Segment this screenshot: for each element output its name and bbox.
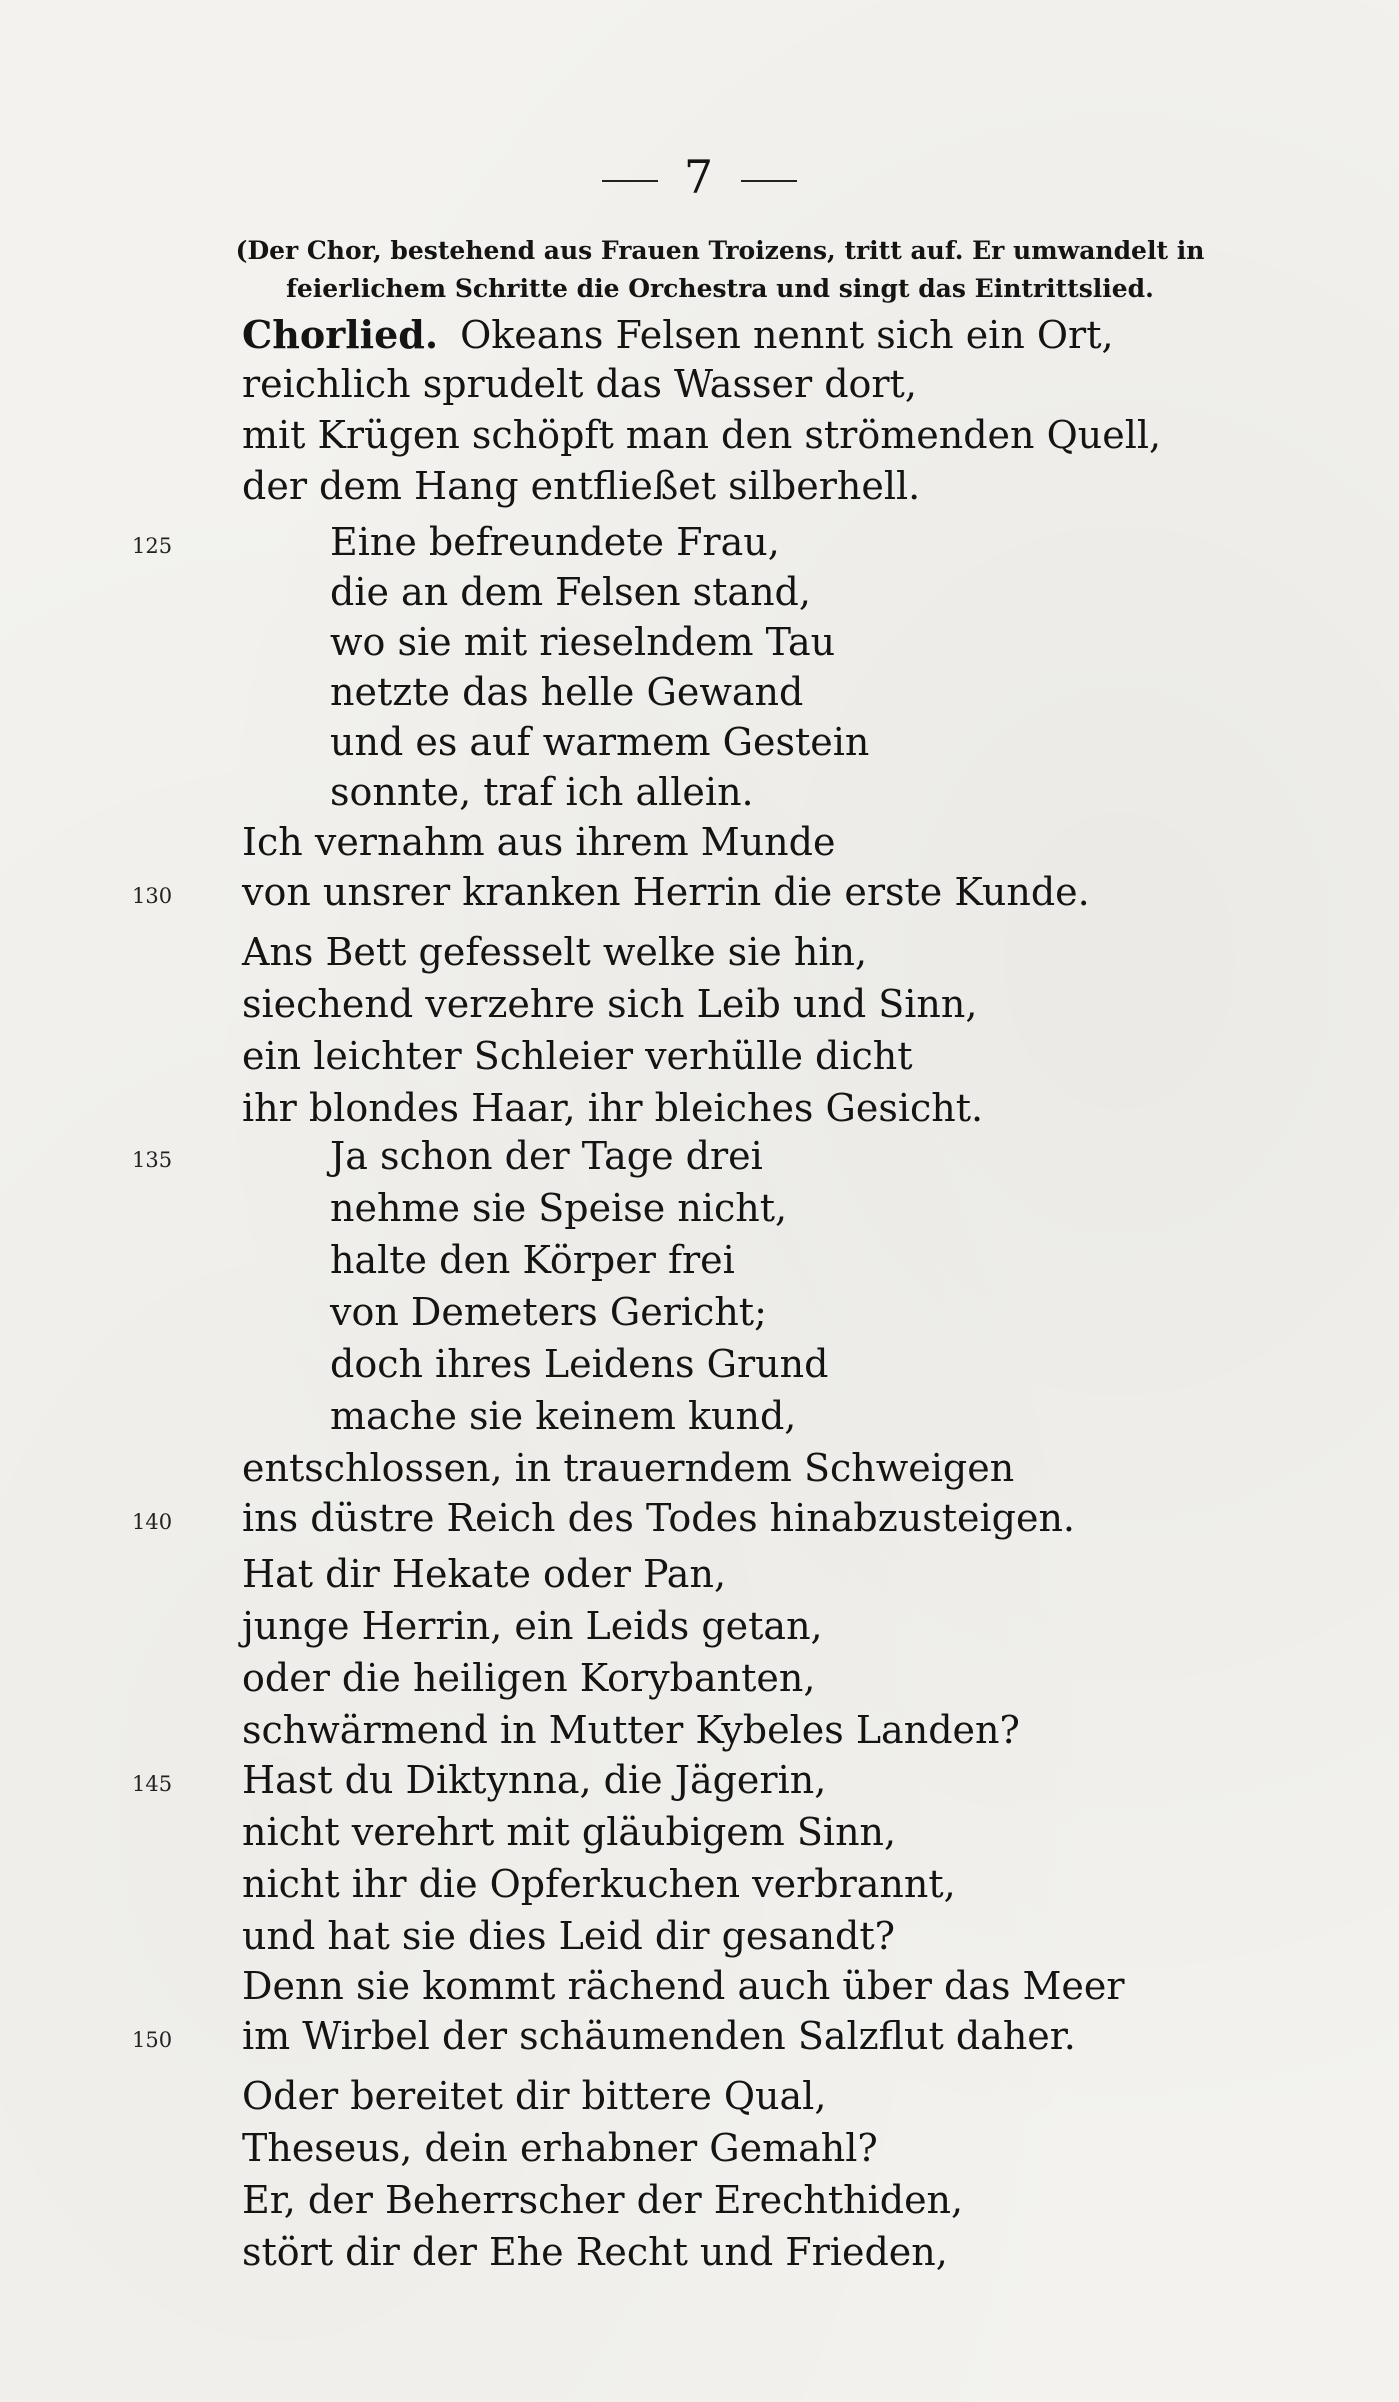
verse-text: mache sie keinem kund, xyxy=(330,1394,797,1438)
verse-line xyxy=(0,1604,1399,1654)
verse-text: von Demeters Gericht; xyxy=(330,1290,767,1334)
verse-line xyxy=(0,770,1399,820)
verse-text: ins düstre Reich des Todes hinabzusteigen. xyxy=(242,1496,1076,1540)
verse-line xyxy=(0,413,1399,463)
verse-text: doch ihres Leidens Grund xyxy=(330,1342,829,1386)
verse-text: und es auf warmem Gestein xyxy=(330,720,870,764)
verse-line xyxy=(0,1656,1399,1706)
stage-direction: (Der Chor, bestehend aus Frauen Troizens, tritt auf. Er umwandelt in feierlichem Schritte die Orchestra und singt das Eintrittslied. xyxy=(235,236,1205,303)
verse-text: siechend verzehre sich Leib und Sinn, xyxy=(242,982,978,1026)
line-number: 125 xyxy=(132,534,173,558)
verse-line xyxy=(0,1708,1399,1758)
verse-text: nicht verehrt mit gläubigem Sinn, xyxy=(242,1810,897,1854)
verse-line xyxy=(0,2126,1399,2176)
verse-line xyxy=(0,1086,1399,1136)
verse-line xyxy=(0,1342,1399,1392)
verse-text: oder die heiligen Korybanten, xyxy=(242,1656,816,1700)
verse-text: ein leichter Schleier verhülle dicht xyxy=(242,1034,913,1078)
verse-line xyxy=(0,930,1399,980)
verse-text: junge Herrin, ein Leids getan, xyxy=(242,1604,823,1648)
verse-text: und hat sie dies Leid dir gesandt? xyxy=(242,1914,896,1958)
verse-line xyxy=(0,1552,1399,1602)
verse-text: Eine befreundete Frau, xyxy=(330,520,780,564)
page-number-value: 7 xyxy=(683,150,716,204)
verse-line xyxy=(0,1810,1399,1860)
verse-text: nicht ihr die Opferkuchen verbrannt, xyxy=(242,1862,956,1906)
verse-text: Ans Bett gefesselt welke sie hin, xyxy=(242,930,868,974)
verse-line xyxy=(0,1862,1399,1912)
verse-line xyxy=(0,1394,1399,1444)
verse-line xyxy=(0,982,1399,1032)
verse-text: sonnte, traf ich allein. xyxy=(330,770,754,814)
verse-line xyxy=(0,1496,1399,1546)
verse-text: Hast du Diktynna, die Jägerin, xyxy=(242,1758,827,1802)
verse-text: wo sie mit rieselndem Tau xyxy=(330,620,836,664)
verse-line xyxy=(0,2178,1399,2228)
verse-text: stört dir der Ehe Recht und Frieden, xyxy=(242,2230,948,2274)
verse-line xyxy=(0,464,1399,514)
verse-line xyxy=(0,1914,1399,1964)
verse-line xyxy=(0,520,1399,570)
verse-text: der dem Hang entfließet silberhell. xyxy=(242,464,921,508)
verse-line xyxy=(0,670,1399,720)
line-number: 140 xyxy=(132,1510,173,1534)
line-number: 145 xyxy=(132,1772,173,1796)
verse-line xyxy=(0,2074,1399,2124)
verse-text: von unsrer kranken Herrin die erste Kunde. xyxy=(242,870,1090,914)
verse-text: mit Krügen schöpft man den strömenden Quell, xyxy=(242,413,1162,457)
verse-line xyxy=(0,1446,1399,1496)
verse-line xyxy=(0,362,1399,412)
verse-line xyxy=(0,1134,1399,1184)
verse-text: Hat dir Hekate oder Pan, xyxy=(242,1552,727,1596)
verse-line xyxy=(0,570,1399,620)
verse-text: die an dem Felsen stand, xyxy=(330,570,811,614)
verse-text: halte den Körper frei xyxy=(330,1238,735,1282)
verse-line xyxy=(0,1238,1399,1288)
verse-text: Ja schon der Tage drei xyxy=(330,1134,763,1178)
verse-line xyxy=(0,870,1399,920)
verse-text: nehme sie Speise nicht, xyxy=(330,1186,788,1230)
verse-line xyxy=(0,2014,1399,2064)
line-number: 150 xyxy=(132,2028,173,2052)
speaker-label: Chorlied. xyxy=(242,312,439,357)
verse-text: Denn sie kommt rächend auch über das Meer xyxy=(242,1964,1125,2008)
verse-text: Ich vernahm aus ihrem Munde xyxy=(242,820,836,864)
verse-line xyxy=(0,620,1399,670)
verse-text: Okeans Felsen nennt sich ein Ort, xyxy=(460,313,1114,357)
verse-text: ihr blondes Haar, ihr bleiches Gesicht. xyxy=(242,1086,984,1130)
verse-text: im Wirbel der schäumenden Salzflut daher. xyxy=(242,2014,1076,2058)
verse-line xyxy=(0,1034,1399,1084)
line-number: 130 xyxy=(132,884,173,908)
dash-left xyxy=(602,180,658,182)
verse-line xyxy=(0,312,1399,362)
verse-text: Er, der Beherrscher der Erechthiden, xyxy=(242,2178,964,2222)
verse-line xyxy=(0,1186,1399,1236)
line-number: 135 xyxy=(132,1148,173,1172)
verse-line xyxy=(0,1290,1399,1340)
verse-text: Theseus, dein erhabner Gemahl? xyxy=(242,2126,878,2170)
verse-line xyxy=(0,820,1399,870)
verse-line xyxy=(0,720,1399,770)
verse-text: Oder bereitet dir bittere Qual, xyxy=(242,2074,827,2118)
verse-line xyxy=(0,2230,1399,2280)
verse-line xyxy=(0,1964,1399,2014)
verse-text: reichlich sprudelt das Wasser dort, xyxy=(242,362,917,406)
verse-text: netzte das helle Gewand xyxy=(330,670,804,714)
verse-text: entschlossen, in trauerndem Schweigen xyxy=(242,1446,1015,1490)
verse-line xyxy=(0,1758,1399,1808)
verse-text: schwärmend in Mutter Kybeles Landen? xyxy=(242,1708,1020,1752)
dash-right xyxy=(741,180,797,182)
page-number xyxy=(0,150,1399,204)
